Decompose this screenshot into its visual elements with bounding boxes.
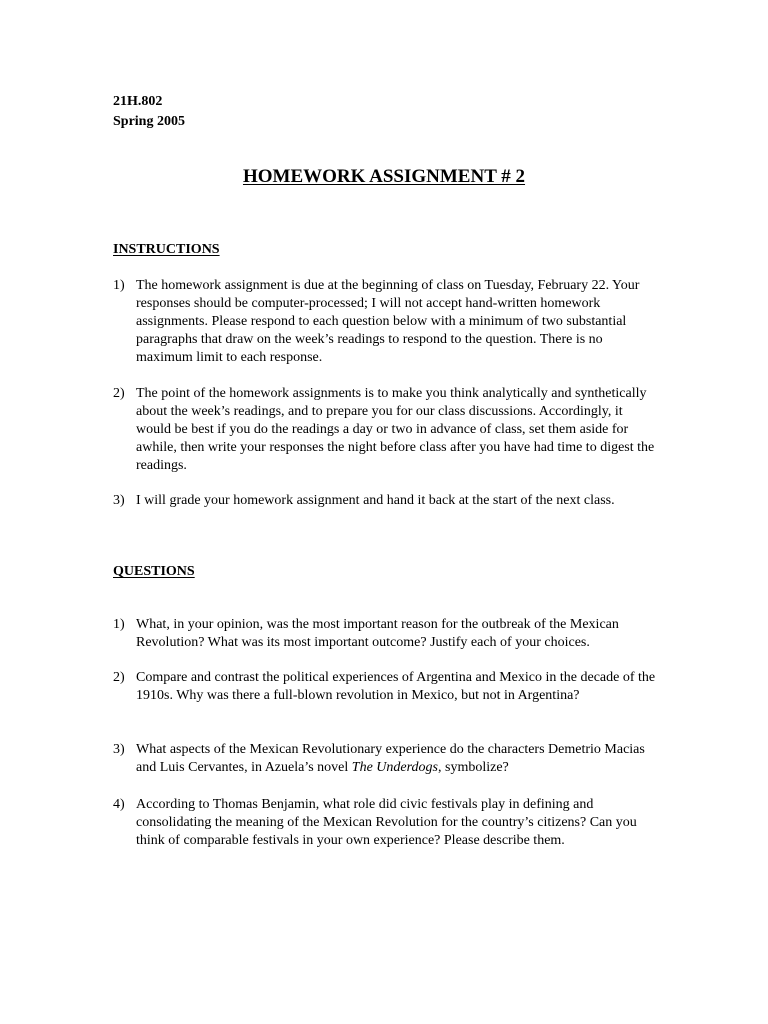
course-term: Spring 2005 xyxy=(113,114,185,129)
question-number: 4) xyxy=(113,797,125,812)
instruction-item-1 xyxy=(113,277,658,367)
instructions-heading: INSTRUCTIONS xyxy=(113,242,220,257)
question-text: Compare and contrast the political experiences of Argentina and Mexico in the decade of the 1910s. Why was there a full-blown revolution in Mexico, but not in Argentina? xyxy=(136,670,656,703)
question-text: According to Thomas Benjamin, what role did civic festivals play in defining and consolidating the meaning of the Mexican Revolution for the country’s citizens? Can you think of comparable festivals in your own experience? Please describe them. xyxy=(136,797,637,848)
question-item-2 xyxy=(113,669,658,705)
question-number: 3) xyxy=(113,742,125,757)
question-item-1 xyxy=(113,616,658,652)
instruction-text: The homework assignment is due at the beginning of class on Tuesday, February 22. Your responses should be computer-processed; I will not accept hand-written homework assignments. Please respond to each question below with a minimum of two substantial paragraphs that draw on the week’s readings to respond to the question. There is no maximum limit to each response. xyxy=(136,278,640,365)
instruction-item-3 xyxy=(113,492,658,510)
question-number: 2) xyxy=(113,670,125,685)
questions-heading: QUESTIONS xyxy=(113,564,195,579)
question-text-after: , symbolize? xyxy=(438,760,509,775)
question-item-4 xyxy=(113,796,658,850)
question-number: 1) xyxy=(113,617,125,632)
instruction-item-2 xyxy=(113,385,658,475)
instruction-number: 1) xyxy=(113,278,125,293)
document-title xyxy=(0,166,768,188)
question-text: What, in your opinion, was the most important reason for the outbreak of the Mexican Revolution? What was its most important outcome? Justify each of your choices. xyxy=(136,617,619,650)
instruction-text: The point of the homework assignments is to make you think analytically and synthetically about the week’s readings, and to prepare you for our class discussions. Accordingly, it would be best if you do the readings a day or two in advance of class, set them aside for awhile, then write your responses the night before class after you have had time to digest the readings. xyxy=(136,386,655,473)
question-text-before: What aspects of the Mexican Revolutionary experience do the characters Demetrio Macias and Luis Cervantes, in Azuela’s novel xyxy=(136,742,645,775)
book-title: The Underdogs xyxy=(351,760,438,775)
instruction-number: 3) xyxy=(113,493,125,508)
instruction-text: I will grade your homework assignment and hand it back at the start of the next class. xyxy=(136,493,615,508)
instruction-number: 2) xyxy=(113,386,125,401)
course-code: 21H.802 xyxy=(113,94,163,109)
question-item-3 xyxy=(113,741,658,777)
document-title-text: HOMEWORK ASSIGNMENT # 2 xyxy=(242,166,526,187)
question-text xyxy=(136,741,658,777)
